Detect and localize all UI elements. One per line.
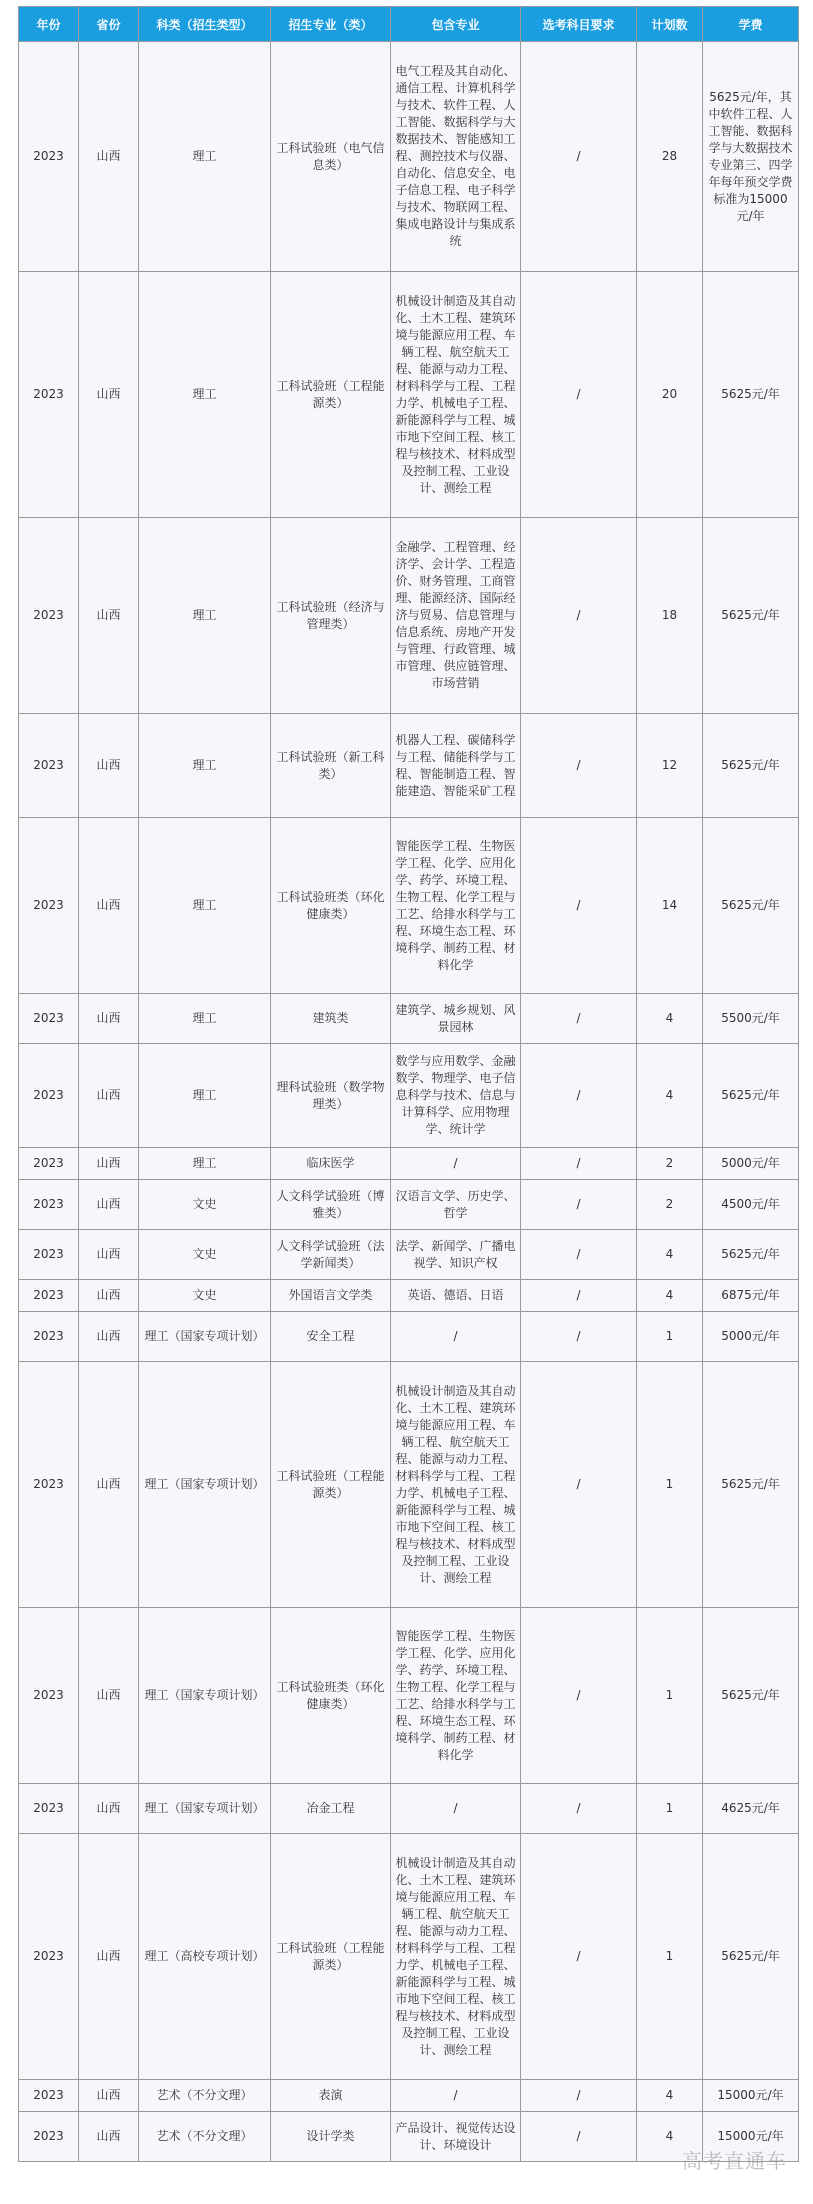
cell-year: 2023	[19, 1312, 79, 1362]
header-major: 招生专业（类）	[271, 7, 391, 42]
cell-category: 理工	[139, 42, 271, 272]
cell-major: 理科试验班（数学物理类）	[271, 1044, 391, 1148]
cell-subject-requirement: /	[521, 1280, 637, 1312]
cell-included-majors: 汉语言文学、历史学、哲学	[391, 1180, 521, 1230]
cell-province: 山西	[79, 2112, 139, 2162]
cell-included-majors: 电气工程及其自动化、通信工程、计算机科学与技术、软件工程、人工智能、数据科学与大数据技术、智能感知工程、测控技术与仪器、自动化、信息安全、电子信息工程、电子科学与技术、物联网工程、集成电路设计与集成系统	[391, 42, 521, 272]
cell-subject-requirement: /	[521, 1608, 637, 1784]
cell-plan-count: 4	[637, 1044, 703, 1148]
table-row	[19, 272, 799, 518]
cell-tuition: 5625元/年	[703, 518, 799, 714]
header-year: 年份	[19, 7, 79, 42]
table-row	[19, 1230, 799, 1280]
cell-subject-requirement: /	[521, 1362, 637, 1608]
cell-year: 2023	[19, 272, 79, 518]
cell-subject-requirement: /	[521, 714, 637, 818]
cell-plan-count: 28	[637, 42, 703, 272]
cell-province: 山西	[79, 1608, 139, 1784]
cell-plan-count: 2	[637, 1148, 703, 1180]
table-row	[19, 1362, 799, 1608]
cell-tuition: 6875元/年	[703, 1280, 799, 1312]
cell-subject-requirement: /	[521, 42, 637, 272]
cell-year: 2023	[19, 42, 79, 272]
cell-plan-count: 2	[637, 1180, 703, 1230]
cell-tuition: 5625元/年	[703, 1044, 799, 1148]
table-row	[19, 818, 799, 994]
cell-year: 2023	[19, 1362, 79, 1608]
header-category: 科类（招生类型）	[139, 7, 271, 42]
cell-year: 2023	[19, 1608, 79, 1784]
cell-major: 临床医学	[271, 1148, 391, 1180]
table-body	[19, 42, 799, 2162]
header-province: 省份	[79, 7, 139, 42]
cell-year: 2023	[19, 1230, 79, 1280]
table-row	[19, 518, 799, 714]
cell-major: 表演	[271, 2080, 391, 2112]
cell-plan-count: 4	[637, 2112, 703, 2162]
cell-plan-count: 1	[637, 1784, 703, 1834]
table-header-row	[19, 7, 799, 42]
cell-category: 理工	[139, 714, 271, 818]
cell-included-majors: 产品设计、视觉传达设计、环境设计	[391, 2112, 521, 2162]
cell-plan-count: 4	[637, 1230, 703, 1280]
cell-included-majors: 机器人工程、碳储科学与工程、储能科学与工程、智能制造工程、智能建造、智能采矿工程	[391, 714, 521, 818]
cell-category: 文史	[139, 1230, 271, 1280]
cell-included-majors: 智能医学工程、生物医学工程、化学、应用化学、药学、环境工程、生物工程、化学工程与工艺、给排水科学与工程、环境生态工程、环境科学、制药工程、材料化学	[391, 818, 521, 994]
table-row	[19, 1148, 799, 1180]
cell-province: 山西	[79, 818, 139, 994]
cell-category: 理工	[139, 272, 271, 518]
cell-province: 山西	[79, 1362, 139, 1608]
cell-major: 工科试验班类（环化健康类）	[271, 818, 391, 994]
cell-province: 山西	[79, 994, 139, 1044]
cell-category: 理工（国家专项计划）	[139, 1608, 271, 1784]
cell-included-majors: /	[391, 1148, 521, 1180]
cell-category: 理工（国家专项计划）	[139, 1312, 271, 1362]
cell-province: 山西	[79, 42, 139, 272]
cell-plan-count: 4	[637, 1280, 703, 1312]
table-row	[19, 1834, 799, 2080]
table-row	[19, 714, 799, 818]
cell-tuition: 5625元/年	[703, 1608, 799, 1784]
cell-province: 山西	[79, 1280, 139, 1312]
cell-year: 2023	[19, 1180, 79, 1230]
cell-province: 山西	[79, 1834, 139, 2080]
cell-subject-requirement: /	[521, 1180, 637, 1230]
cell-province: 山西	[79, 272, 139, 518]
cell-tuition: 4500元/年	[703, 1180, 799, 1230]
cell-major: 工科试验班（工程能源类）	[271, 1362, 391, 1608]
cell-plan-count: 1	[637, 1608, 703, 1784]
cell-subject-requirement: /	[521, 1784, 637, 1834]
cell-subject-requirement: /	[521, 1044, 637, 1148]
cell-year: 2023	[19, 518, 79, 714]
cell-subject-requirement: /	[521, 1312, 637, 1362]
cell-included-majors: 英语、德语、日语	[391, 1280, 521, 1312]
cell-included-majors: 机械设计制造及其自动化、土木工程、建筑环境与能源应用工程、车辆工程、航空航天工程、能源与动力工程、材料科学与工程、工程力学、机械电子工程、新能源科学与工程、城市地下空间工程、核工程与核技术、材料成型及控制工程、工业设计、测绘工程	[391, 272, 521, 518]
cell-province: 山西	[79, 1044, 139, 1148]
cell-included-majors: 建筑学、城乡规划、风景园林	[391, 994, 521, 1044]
cell-subject-requirement: /	[521, 1230, 637, 1280]
cell-province: 山西	[79, 2080, 139, 2112]
cell-subject-requirement: /	[521, 2080, 637, 2112]
cell-tuition: 5625元/年	[703, 1362, 799, 1608]
header-plan-count: 计划数	[637, 7, 703, 42]
cell-major: 安全工程	[271, 1312, 391, 1362]
cell-year: 2023	[19, 714, 79, 818]
cell-province: 山西	[79, 1180, 139, 1230]
cell-province: 山西	[79, 518, 139, 714]
cell-tuition: 4625元/年	[703, 1784, 799, 1834]
cell-year: 2023	[19, 1834, 79, 2080]
cell-year: 2023	[19, 2112, 79, 2162]
cell-plan-count: 1	[637, 1362, 703, 1608]
header-tuition: 学费	[703, 7, 799, 42]
cell-tuition: 5000元/年	[703, 1148, 799, 1180]
cell-tuition: 5625元/年	[703, 1230, 799, 1280]
cell-year: 2023	[19, 1148, 79, 1180]
table-row	[19, 1280, 799, 1312]
cell-province: 山西	[79, 1784, 139, 1834]
cell-included-majors: /	[391, 1784, 521, 1834]
cell-major: 工科试验班类（环化健康类）	[271, 1608, 391, 1784]
table-row	[19, 1608, 799, 1784]
cell-plan-count: 14	[637, 818, 703, 994]
cell-year: 2023	[19, 1044, 79, 1148]
cell-subject-requirement: /	[521, 994, 637, 1044]
cell-major: 冶金工程	[271, 1784, 391, 1834]
cell-major: 工科试验班（工程能源类）	[271, 1834, 391, 2080]
cell-included-majors: 数学与应用数学、金融数学、物理学、电子信息科学与技术、信息与计算科学、应用物理学、统计学	[391, 1044, 521, 1148]
cell-tuition: 5625元/年	[703, 714, 799, 818]
table-row	[19, 42, 799, 272]
cell-province: 山西	[79, 1230, 139, 1280]
cell-subject-requirement: /	[521, 272, 637, 518]
cell-category: 理工（高校专项计划）	[139, 1834, 271, 2080]
header-subject-requirement: 选考科目要求	[521, 7, 637, 42]
cell-major: 工科试验班（电气信息类）	[271, 42, 391, 272]
cell-category: 艺术（不分文理）	[139, 2112, 271, 2162]
cell-plan-count: 20	[637, 272, 703, 518]
cell-plan-count: 4	[637, 994, 703, 1044]
cell-tuition: 15000元/年	[703, 2112, 799, 2162]
watermark-logo: 高考直通车	[682, 2149, 787, 2173]
cell-year: 2023	[19, 1784, 79, 1834]
cell-category: 理工（国家专项计划）	[139, 1362, 271, 1608]
cell-subject-requirement: /	[521, 818, 637, 994]
cell-tuition: 5625元/年	[703, 272, 799, 518]
header-included-majors: 包含专业	[391, 7, 521, 42]
cell-tuition: 5000元/年	[703, 1312, 799, 1362]
cell-tuition: 5625元/年	[703, 1834, 799, 2080]
cell-category: 理工（国家专项计划）	[139, 1784, 271, 1834]
cell-included-majors: 机械设计制造及其自动化、土木工程、建筑环境与能源应用工程、车辆工程、航空航天工程、能源与动力工程、材料科学与工程、工程力学、机械电子工程、新能源科学与工程、城市地下空间工程、核工程与核技术、材料成型及控制工程、工业设计、测绘工程	[391, 1834, 521, 2080]
cell-category: 理工	[139, 518, 271, 714]
cell-category: 文史	[139, 1280, 271, 1312]
table-row	[19, 994, 799, 1044]
cell-category: 文史	[139, 1180, 271, 1230]
cell-year: 2023	[19, 818, 79, 994]
cell-subject-requirement: /	[521, 2112, 637, 2162]
cell-major: 人文科学试验班（博雅类）	[271, 1180, 391, 1230]
cell-major: 人文科学试验班（法学新闻类）	[271, 1230, 391, 1280]
cell-tuition: 5625元/年，其中软件工程、人工智能、数据科学与大数据技术专业第三、四学年每年预交学费标准为15000元/年	[703, 42, 799, 272]
cell-major: 工科试验班（经济与管理类）	[271, 518, 391, 714]
cell-province: 山西	[79, 714, 139, 818]
cell-category: 理工	[139, 818, 271, 994]
cell-category: 理工	[139, 1148, 271, 1180]
cell-major: 工科试验班（新工科类）	[271, 714, 391, 818]
cell-year: 2023	[19, 994, 79, 1044]
cell-included-majors: 机械设计制造及其自动化、土木工程、建筑环境与能源应用工程、车辆工程、航空航天工程、能源与动力工程、材料科学与工程、工程力学、机械电子工程、新能源科学与工程、城市地下空间工程、核工程与核技术、材料成型及控制工程、工业设计、测绘工程	[391, 1362, 521, 1608]
cell-included-majors: 法学、新闻学、广播电视学、知识产权	[391, 1230, 521, 1280]
cell-subject-requirement: /	[521, 518, 637, 714]
cell-included-majors: 智能医学工程、生物医学工程、化学、应用化学、药学、环境工程、生物工程、化学工程与工艺、给排水科学与工程、环境生态工程、环境科学、制药工程、材料化学	[391, 1608, 521, 1784]
cell-included-majors: /	[391, 1312, 521, 1362]
cell-plan-count: 18	[637, 518, 703, 714]
cell-province: 山西	[79, 1148, 139, 1180]
cell-plan-count: 1	[637, 1312, 703, 1362]
table-row	[19, 2080, 799, 2112]
table-row	[19, 1312, 799, 1362]
cell-category: 艺术（不分文理）	[139, 2080, 271, 2112]
cell-province: 山西	[79, 1312, 139, 1362]
cell-tuition: 5625元/年	[703, 818, 799, 994]
cell-plan-count: 12	[637, 714, 703, 818]
cell-major: 工科试验班（工程能源类）	[271, 272, 391, 518]
cell-tuition: 15000元/年	[703, 2080, 799, 2112]
admissions-table	[18, 6, 799, 2162]
cell-category: 理工	[139, 994, 271, 1044]
cell-major: 外国语言文学类	[271, 1280, 391, 1312]
cell-included-majors: /	[391, 2080, 521, 2112]
cell-major: 设计学类	[271, 2112, 391, 2162]
cell-year: 2023	[19, 1280, 79, 1312]
cell-year: 2023	[19, 2080, 79, 2112]
table-row	[19, 1044, 799, 1148]
cell-included-majors: 金融学、工程管理、经济学、会计学、工程造价、财务管理、工商管理、能源经济、国际经济与贸易、信息管理与信息系统、房地产开发与管理、行政管理、城市管理、供应链管理、市场营销	[391, 518, 521, 714]
cell-major: 建筑类	[271, 994, 391, 1044]
cell-tuition: 5500元/年	[703, 994, 799, 1044]
cell-plan-count: 1	[637, 1834, 703, 2080]
cell-subject-requirement: /	[521, 1148, 637, 1180]
table-row	[19, 1180, 799, 1230]
table-row	[19, 1784, 799, 1834]
cell-subject-requirement: /	[521, 1834, 637, 2080]
cell-category: 理工	[139, 1044, 271, 1148]
cell-plan-count: 4	[637, 2080, 703, 2112]
